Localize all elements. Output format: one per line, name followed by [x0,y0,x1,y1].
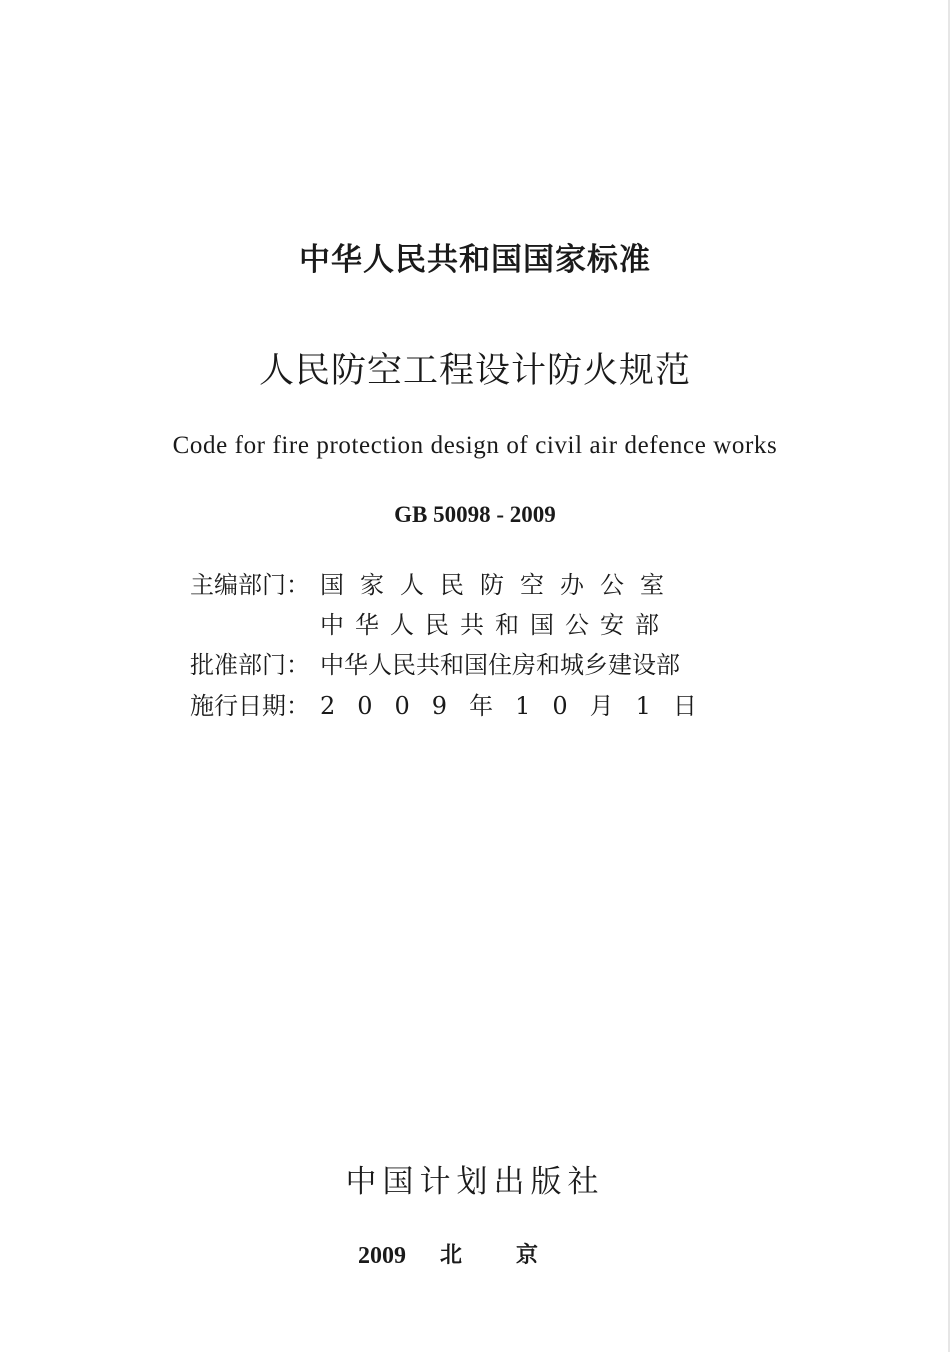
approver-value: 中华人民共和国住房和城乡建设部 [320,651,680,679]
editor-value-2: 中华人民共和国公安部 [320,611,670,639]
approver-label: 批准部门： [190,651,310,679]
effective-date-label: 施行日期： [190,692,310,720]
title-english: Code for fire protection design of civil air defence works [172,432,778,459]
title-chinese: 人民防空工程设计防火规范 [258,351,691,391]
editor-value-1: 国家人民防空办公室 [320,571,680,599]
publication-year: 2009 [358,1243,406,1269]
publication-city: 北京 [440,1243,593,1268]
national-standard-heading: 中华人民共和国国家标准 [299,242,651,278]
editor-label: 主编部门： [190,571,310,599]
effective-date-value: 2009年10月1日 [320,692,719,720]
standard-code: GB 50098 - 2009 [394,502,556,527]
publisher-name: 中国计划出版社 [345,1164,605,1200]
